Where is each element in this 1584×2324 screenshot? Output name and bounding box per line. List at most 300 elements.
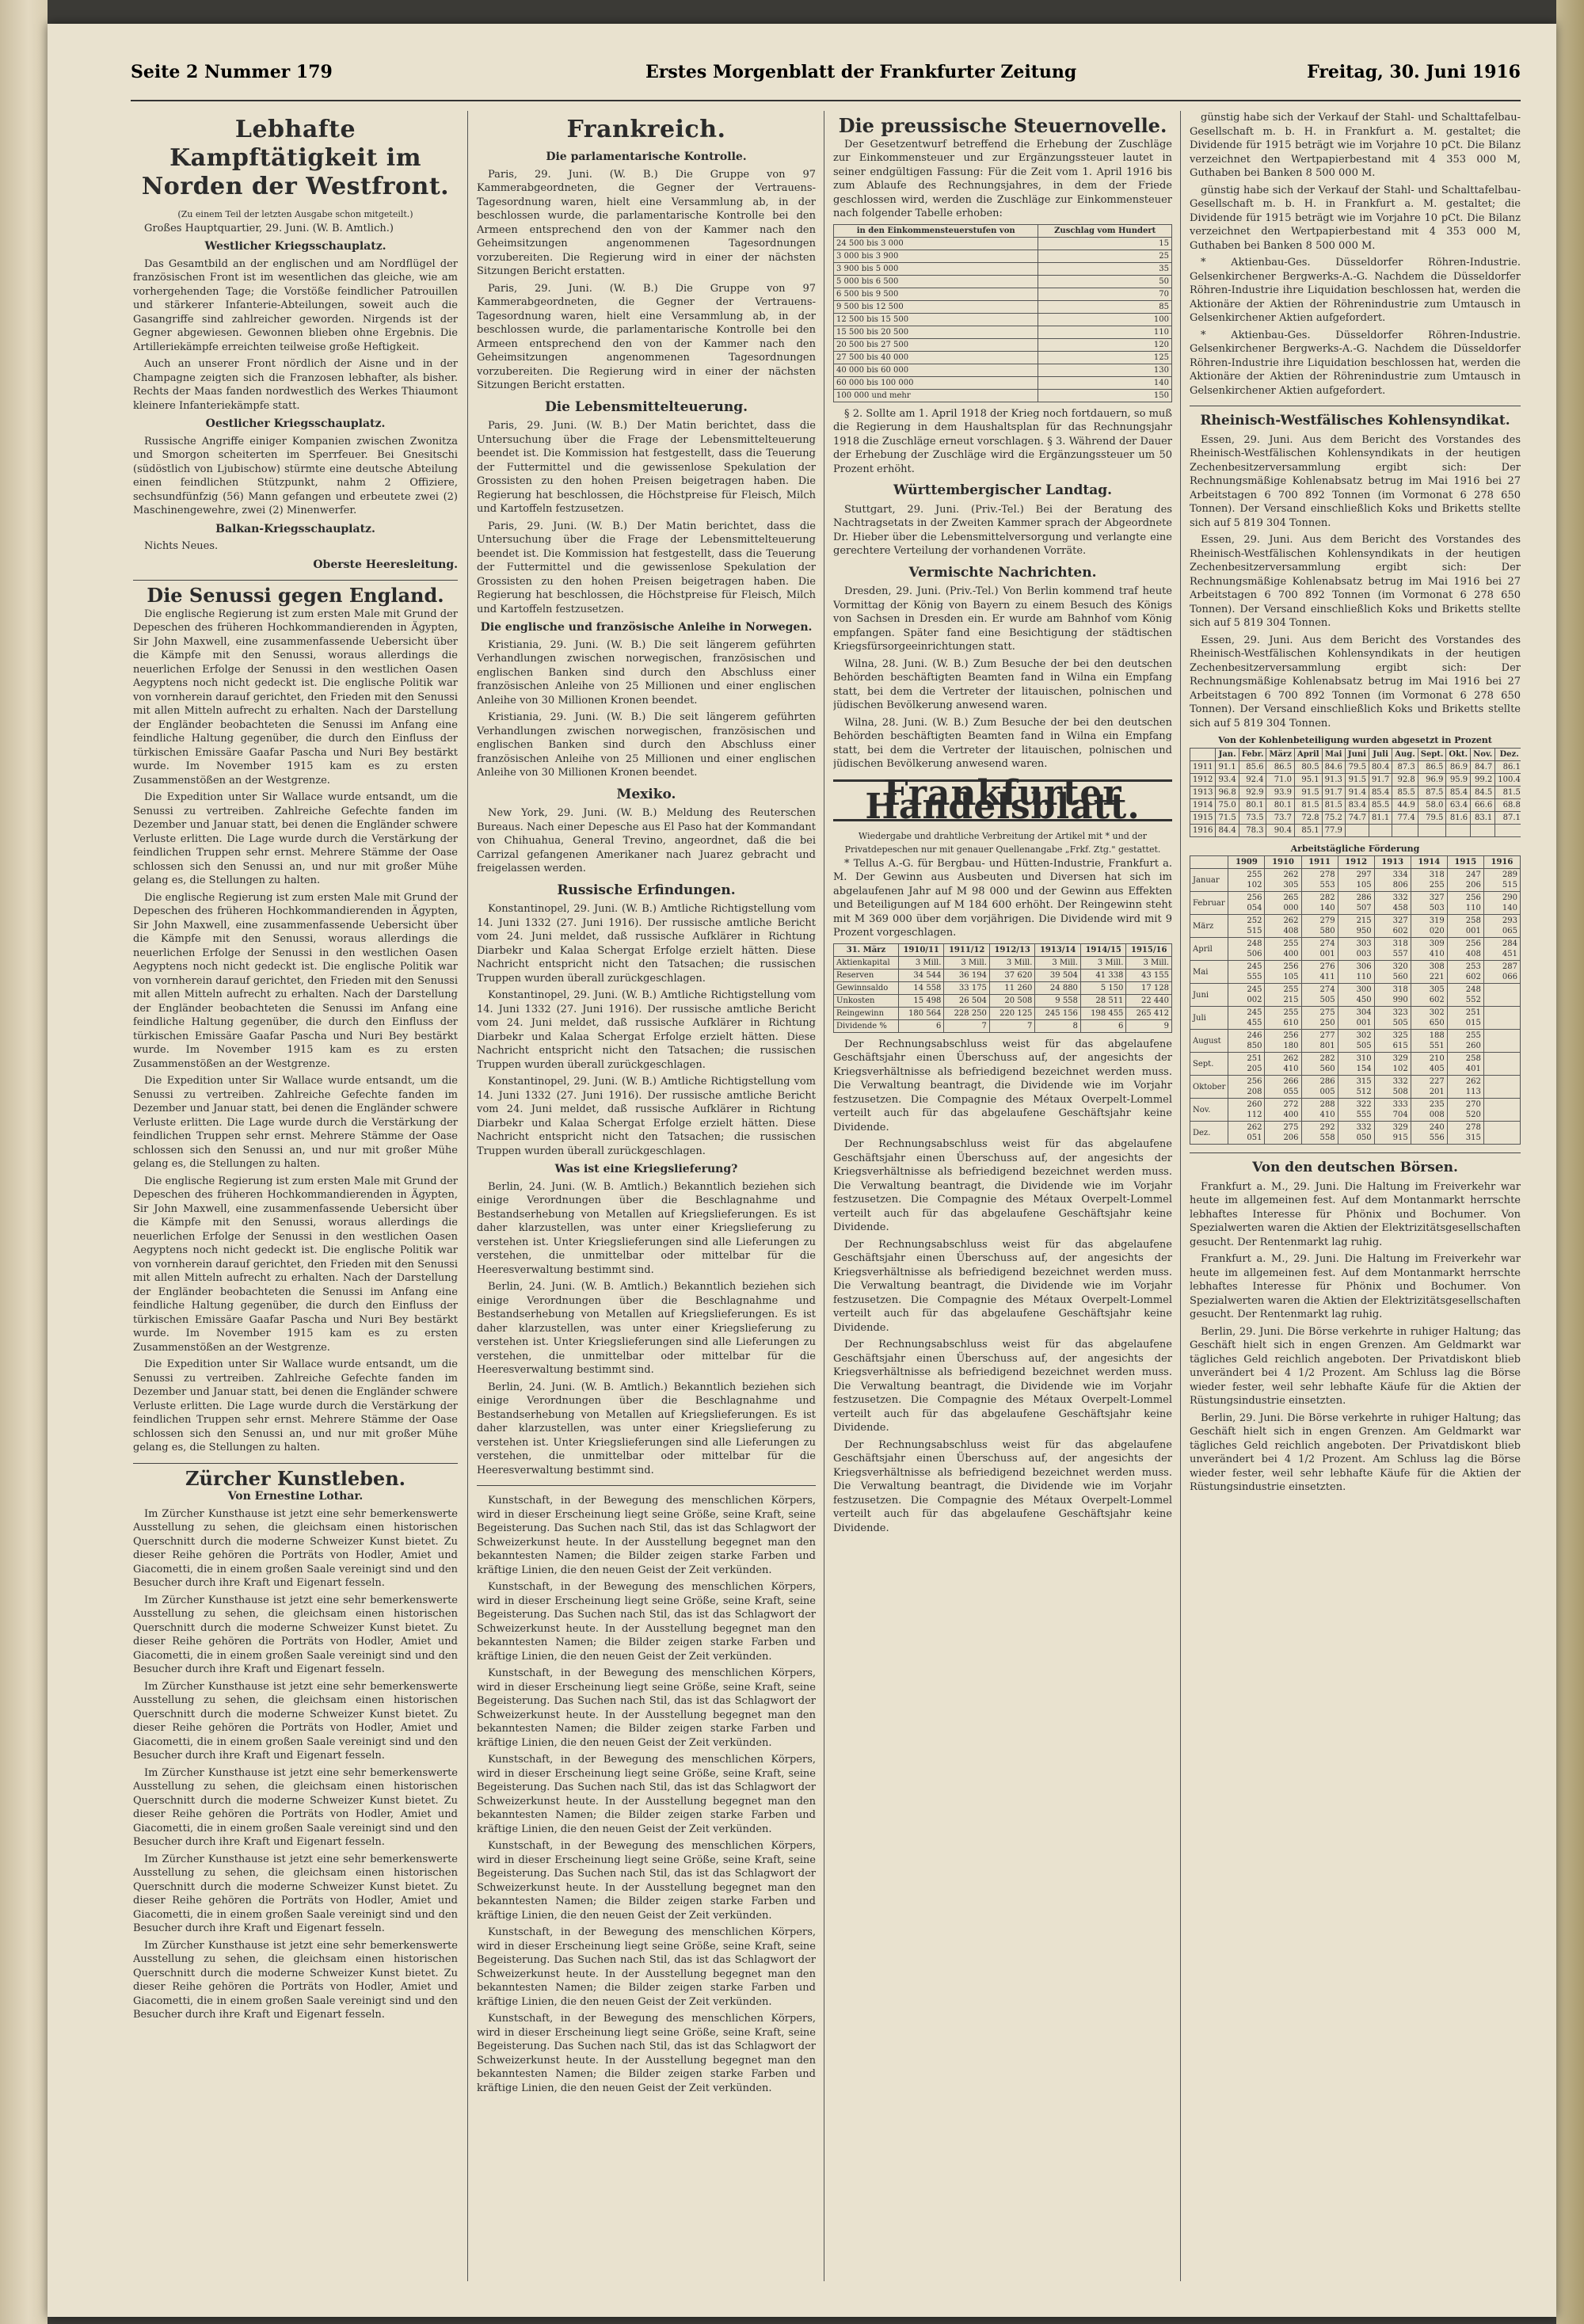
paragraph: Kunstschaft, in der Bewegung des menschlichen Körpers, wird in dieser Erscheinung liegt seine Größe, seine Kraft, seine Begeisterung. Das Suchen nach Stil, das ist das Schlagwort der Schweizerkunst heute. In der Ausstellung begegnet man den bekanntesten Namen; die Bilder zeigen starke Farben und kräftige Linien, die den neuen Geist der Zeit verkünden. [477,1926,816,2008]
production-head: 1916 [1483,856,1520,869]
table-cell: 300 450 [1338,984,1374,1007]
table-cell: 325 615 [1374,1030,1411,1053]
coal-head: April [1294,748,1322,760]
table-cell: 83.1 [1471,811,1495,824]
table-cell: 210 405 [1411,1053,1447,1076]
table-cell: 77.4 [1392,811,1418,824]
book-edge [1556,0,1584,2324]
table-cell: 258 401 [1447,1053,1483,1076]
table-cell: 228 250 [944,1007,990,1019]
table-cell: 110 [1038,326,1172,338]
table-cell: 248 506 [1228,938,1265,961]
paragraph: Im Zürcher Kunsthause ist jetzt eine sehr bemerkenswerte Ausstellung zu sehen, die gleichsam einen historischen Querschnitt durch die moderne Schweizer Kunst bietet. Zu dieser Reihe gehören die Porträts von Hodler, Amiet und Giacometti, die in einem großen Saale vereinigt sind und den Besucher durch ihre Kraft und Eigenart fesseln. [133,1680,458,1762]
table-cell: Dividende % [834,1019,899,1032]
paragraph: Kristiania, 29. Juni. (W. B.) Die seit längerem geführten Verhandlungen zwischen norwegischen, französischen und englischen Banken sind durch den Abschluss einer französischen Anleihe von 25 Millionen und einer englischen Anleihe von 30 Millionen Kronen beendet. [477,711,816,779]
tax-row [834,300,1172,313]
header-rule [131,100,1521,101]
table-cell: 100.4 [1495,773,1521,786]
table-cell: 20 508 [989,994,1035,1007]
table-cell: April [1190,938,1228,961]
book-spine [0,0,48,2324]
table-cell: 198 455 [1080,1007,1126,1019]
paragraph: Die Expedition unter Sir Wallace wurde entsandt, um die Senussi zu vertreiben. Zahlreiche Gefechte fanden im Dezember und Januar statt, bei denen die Engländer schwere Verluste erlitten. Die Lage wurde durch die Verstärkung der feindlichen Truppen sehr ernst. Mehrere Stämme der Oase schlossen sich den Senussi an, und nur mit großer Mühe gelang es, die Stellungen zu halten. [133,1075,458,1170]
table-cell: 36 194 [944,969,990,981]
paragraph: Nichts Neues. [144,540,219,552]
table-cell: 1912 [1190,773,1216,786]
coal-row [1190,786,1521,798]
table-cell: 320 560 [1374,961,1411,984]
table-cell: 33 175 [944,981,990,994]
table-cell: 9 500 bis 12 500 [834,300,1038,313]
table-cell [1418,824,1446,836]
table-cell: 24 500 bis 3 000 [834,237,1038,250]
table-cell [1483,1122,1520,1145]
paragraph: Die englische Regierung ist zum ersten Male mit Grund der Depeschen des früheren Hochkommandierenden in Ägypten, Sir John Maxwell, eine zusammenfassende Uebersicht über die Kämpfe mit den Senussi, woraus allerdings die neuerlichen Erfolge der Senussi in den westlichen Oasen Aegyptens noch nicht gedeckt ist. Die englische Politik war von vornherein darauf gerichtet, den Frieden mit den Senussi mit allen Mitteln aufrecht zu erhalten. Nach der Darstellung der Engländer beobachteten die Senussi im Anfang eine feindliche Haltung gegenüber, die durch den Einfluss der türkischen Emissäre Gaafar Pascha und Nuri Bey bestärkt wurde. Im November 1915 kam es zu ersten Zusammenstößen an der Westgrenze. [133,891,458,1070]
table-cell: 84.6 [1322,760,1345,773]
table-cell: 5 000 bis 6 500 [834,275,1038,288]
table-cell: 40 000 bis 60 000 [834,364,1038,376]
table-cell: 245 455 [1228,1007,1265,1030]
coal-head: Juni [1345,748,1369,760]
header-right: Freitag, 30. Juni 1916 [1307,62,1521,82]
table-cell: Dez. [1190,1122,1228,1145]
table-title: Arbeitstägliche Förderung [1290,843,1420,854]
table-cell: 297 105 [1338,869,1374,892]
table-cell: 274 001 [1301,938,1338,961]
table-cell [1483,1099,1520,1122]
table-cell: 83.4 [1345,798,1369,811]
table-cell: 262 408 [1265,915,1301,938]
table-cell: 41 338 [1080,969,1126,981]
table-cell: 251 015 [1447,1007,1483,1030]
table-cell: 96.9 [1418,773,1446,786]
table-cell: 85.5 [1392,786,1418,798]
table-cell: 78.3 [1239,824,1266,836]
balance-row [834,1019,1172,1032]
table-cell: 302 505 [1338,1030,1374,1053]
table-cell: 256 110 [1447,892,1483,915]
table-cell: 3 Mill. [1035,956,1081,969]
table-cell: 265 412 [1126,1007,1172,1019]
table-cell: 332 508 [1374,1076,1411,1099]
table-cell: 92.9 [1239,786,1266,798]
table-cell [1483,1030,1520,1053]
paragraph: Der Rechnungsabschluss weist für das abgelaufene Geschäftsjahr einen Überschuss auf, der angesichts der Kriegsverhältnisse als befriedigend bezeichnet werden muss. Die Verwaltung beantragt, die Dividende wie im Vorjahr festzusetzen. Die Compagnie des Métaux Overpelt-Lommel verteilt auch für das abgelaufene Geschäftsjahr keine Dividende. [833,1238,1172,1334]
paragraph: Berlin, 24. Juni. (W. B. Amtlich.) Bekanntlich beziehen sich einige Verordnungen über die Beschlagnahme und Bestandserhebung von Metallen auf Kriegslieferungen. Es ist daher klarzustellen, was unter einer Kriegslieferung zu verstehen ist. Unter Kriegslieferungen sind alle Lieferungen zu verstehen, die unmittelbar oder mittelbar für die Heeresverwaltung bestimmt sind. [477,1180,816,1276]
table-cell [1345,824,1369,836]
paragraph: Essen, 29. Juni. Aus dem Bericht des Vorstandes des Rheinisch-Westfälischen Kohlensyndikats in der heutigen Zechenbesitzerversammlung ergibt sich: Der Rechnungsmäßige Kohlenabsatz betrug im Mai 1916 bei 27 Arbeitstagen 6 700 892 Tonnen (im Vormonat 6 278 650 Tonnen). Der Versand einschließlich Koks und Briketts stellte sich auf 5 819 304 Tonnen. [1190,634,1521,730]
tax-table [833,224,1172,402]
paragraph: Paris, 29. Juni. (W. B.) Der Matin berichtet, dass die Untersuchung über die Frage der Lebensmittelteuerung beendet ist. Die Kommission hat festgestellt, dass die Teuerung der Futtermittel und die gewissenlose Spekulation der Grossisten zu den hohen Preisen beigetragen haben. Die Regierung hat beschlossen, die Höchstpreise für Fleisch, Milch und Kartoffeln festzusetzen. [477,520,816,615]
signature: Oberste Heeresleitung. [313,558,458,571]
table-cell: 3 Mill. [898,956,944,969]
coal-head: Aug. [1392,748,1418,760]
table-cell [1369,824,1392,836]
table-cell: 302 650 [1411,1007,1447,1030]
table-cell: 85.4 [1446,786,1471,798]
table-cell: 80.4 [1369,760,1392,773]
column-4 [1190,111,1521,2281]
table-cell: 90.4 [1266,824,1295,836]
paragraph: Kunstschaft, in der Bewegung des menschlichen Körpers, wird in dieser Erscheinung liegt seine Größe, seine Kraft, seine Begeisterung. Das Suchen nach Stil, das ist das Schlagwort der Schweizerkunst heute. In der Ausstellung begegnet man den bekanntesten Namen; die Bilder zeigen starke Farben und kräftige Linien, die den neuen Geist der Zeit verkünden. [477,1667,816,1749]
tax-row [834,275,1172,288]
table-cell: 255 215 [1265,984,1301,1007]
table-cell: Mai [1190,961,1228,984]
table-cell: 84.4 [1216,824,1239,836]
table-cell: 95.9 [1446,773,1471,786]
table-cell: Januar [1190,869,1228,892]
production-row [1190,892,1521,915]
column-rule-1 [467,111,468,2281]
table-cell: 266 055 [1265,1076,1301,1099]
table-cell: 81.5 [1294,798,1322,811]
separator [133,1463,458,1464]
paragraph: Kristiania, 29. Juni. (W. B.) Die seit längerem geführten Verhandlungen zwischen norwegischen, französischen und englischen Banken sind durch den Abschluss einer französischen Anleihe von 25 Millionen und einer englischen Anleihe von 30 Millionen Kronen beendet. [477,638,816,707]
tax-row [834,376,1172,389]
production-row [1190,984,1521,1007]
table-cell: Reserven [834,969,899,981]
production-row [1190,938,1521,961]
tax-row [834,288,1172,300]
balance-head: 1911/12 [944,943,990,956]
table-cell: 253 602 [1447,961,1483,984]
coal-row [1190,760,1521,773]
table-cell: 278 553 [1301,869,1338,892]
coal-head: Juli [1369,748,1392,760]
table-cell: 60 000 bis 100 000 [834,376,1038,389]
table-cell: 74.7 [1345,811,1369,824]
table-cell: 92.8 [1392,773,1418,786]
table-cell: 252 515 [1228,915,1265,938]
table-cell: 303 003 [1338,938,1374,961]
table-cell: 68.8 [1495,798,1521,811]
table-cell: 215 950 [1338,915,1374,938]
subhead-west: Westlicher Kriegsschauplatz. [204,240,386,253]
table-cell: 75.2 [1322,811,1345,824]
table-cell: 86.1 [1495,760,1521,773]
column-1 [133,111,458,2281]
tax-row [834,250,1172,262]
table-cell: 81.6 [1446,811,1471,824]
tax-row [834,262,1172,275]
dateline: Großes Hauptquartier, 29. Juni. (W. B. Amtlich.) [144,222,394,234]
table-cell: 96.8 [1216,786,1239,798]
table-cell [1483,1053,1520,1076]
table-cell: 262 113 [1447,1076,1483,1099]
table-cell: 293 065 [1483,915,1520,938]
paragraph: Das Gesamtbild an der englischen und am Nordflügel der französischen Front ist im wesentlichen das gleiche, wie am vorhergehenden Tage; die Vorstöße feindlicher Patrouillen und stärkerer Infanterie-Abteilungen, soweit auch die Gasangriffe sind zahlreicher geworden. Nirgends ist der Gegner abgewiesen. Gewonnen blieben ohne Ergebnis. Die Artilleriekämpfe erreichten teilweise große Heftigkeit. [133,257,458,353]
table-cell: 80.1 [1266,798,1295,811]
coal-head: März [1266,748,1295,760]
article-title-frankreich: Frankreich. [566,116,726,143]
table-cell: 322 555 [1338,1099,1374,1122]
production-head: 1912 [1338,856,1374,869]
paragraph: Kunstschaft, in der Bewegung des menschlichen Körpers, wird in dieser Erscheinung liegt seine Größe, seine Kraft, seine Begeisterung. Das Suchen nach Stil, das ist das Schlagwort der Schweizerkunst heute. In der Ausstellung begegnet man den bekanntesten Namen; die Bilder zeigen starke Farben und kräftige Linien, die den neuen Geist der Zeit verkünden. [477,1581,816,1663]
table-cell: 34 544 [898,969,944,981]
table-cell: 256 408 [1447,938,1483,961]
paragraph: Stuttgart, 29. Juni. (Priv.-Tel.) Bei der Beratung des Nachtragsetats in der Zweiten Kammer sprach der Abgeordnete Dr. Hieber über die Lebensmittelversorgung und verlangte eine gerechtere Verteilung der vorhandenen Vorräte. [833,503,1172,557]
table-cell: 248 552 [1447,984,1483,1007]
tax-head-1: in den Einkommensteuerstufen von [834,224,1038,237]
table-cell: 220 125 [989,1007,1035,1019]
tax-row [834,351,1172,364]
table-cell: 85.4 [1369,786,1392,798]
table-cell: 305 602 [1411,984,1447,1007]
tax-row [834,338,1172,351]
coal-head: Sept. [1418,748,1446,760]
balance-row [834,981,1172,994]
production-row [1190,1099,1521,1122]
table-cell: 11 260 [989,981,1035,994]
table-cell: 70 [1038,288,1172,300]
production-row [1190,915,1521,938]
coal-head: Febr. [1239,748,1266,760]
table-cell [1392,824,1418,836]
paragraph: * Aktienbau-Ges. Düsseldorfer Röhren-Industrie. Gelsenkirchener Bergwerks-A.-G. Nachdem die Düsseldorfer Röhren-Industrie ihre Liquidation beschlossen hat, werden die Aktionäre der Aktien der Röhrenindustrie zum Umtausch in Gelsenkirchener Aktien aufgefordert. [1190,329,1521,397]
handelsblatt-title: Frankfurter Handelsblatt. [833,779,1172,821]
table-cell: 25 [1038,250,1172,262]
table-cell: Oktober [1190,1076,1228,1099]
production-head: 1911 [1301,856,1338,869]
table-cell: 290 140 [1483,892,1520,915]
table-cell: 79.5 [1418,811,1446,824]
balance-head: 1914/15 [1080,943,1126,956]
paragraph: Kunstschaft, in der Bewegung des menschlichen Körpers, wird in dieser Erscheinung liegt seine Größe, seine Kraft, seine Begeisterung. Das Suchen nach Stil, das ist das Schlagwort der Schweizerkunst heute. In der Ausstellung begegnet man den bekanntesten Namen; die Bilder zeigen starke Farben und kräftige Linien, die den neuen Geist der Zeit verkünden. [477,1754,816,1835]
table-cell: 251 205 [1228,1053,1265,1076]
production-row [1190,1007,1521,1030]
column-rule-3 [1180,111,1181,2281]
table-cell: 255 102 [1228,869,1265,892]
table-cell: 284 451 [1483,938,1520,961]
table-cell: 270 520 [1447,1099,1483,1122]
table-cell: 26 504 [944,994,990,1007]
coal-head [1190,748,1216,760]
table-cell: 306 110 [1338,961,1374,984]
table-cell: 72.8 [1294,811,1322,824]
table-cell: 14 558 [898,981,944,994]
table-cell: 247 206 [1447,869,1483,892]
table-cell: 287 066 [1483,961,1520,984]
article-title-zuerich: Zürcher Kunstleben. [185,1466,406,1490]
paragraph: Berlin, 24. Juni. (W. B. Amtlich.) Bekanntlich beziehen sich einige Verordnungen über die Beschlagnahme und Bestandserhebung von Metallen auf Kriegslieferungen. Es ist daher klarzustellen, was unter einer Kriegslieferung zu verstehen ist. Unter Kriegslieferungen sind alle Lieferungen zu verstehen, die unmittelbar oder mittelbar für die Heeresverwaltung bestimmt sind. [477,1281,816,1376]
table-cell: 6 500 bis 9 500 [834,288,1038,300]
table-cell: Juni [1190,984,1228,1007]
tax-row [834,364,1172,376]
paragraph: * Aktienbau-Ges. Düsseldorfer Röhren-Industrie. Gelsenkirchener Bergwerks-A.-G. Nachdem die Düsseldorfer Röhren-Industrie ihre Liquidation beschlossen hat, werden die Aktionäre der Aktien der Röhrenindustrie zum Umtausch in Gelsenkirchener Aktien aufgefordert. [1190,257,1521,324]
table-cell: 85 [1038,300,1172,313]
table-cell: 6 [1080,1019,1126,1032]
table-cell: 50 [1038,275,1172,288]
paragraph: * Tellus A.-G. für Bergbau- und Hütten-Industrie, Frankfurt a. M. Der Gewinn aus Ausbeuten und Diversen hat sich im abgelaufenen Jahr auf M 98 000 und der Gewinn aus Effekten und Beteiligungen auf M 184 600 erhöht. Der Reingewinn steht mit M 369 000 über dem vorjährigen. Die Dividende wird mit 9 Prozent vorgeschlagen. [833,857,1172,939]
table-cell: 95.1 [1294,773,1322,786]
paragraph: Kunstschaft, in der Bewegung des menschlichen Körpers, wird in dieser Erscheinung liegt seine Größe, seine Kraft, seine Begeisterung. Das Suchen nach Stil, das ist das Schlagwort der Schweizerkunst heute. In der Ausstellung begegnet man den bekanntesten Namen; die Bilder zeigen starke Farben und kräftige Linien, die den neuen Geist der Zeit verkünden. [477,1495,816,1576]
article-note: (Zu einem Teil der letzten Ausgabe schon mitgeteilt.) [177,209,413,219]
production-row [1190,1122,1521,1145]
table-cell: 43 155 [1126,969,1172,981]
table-cell: 262 410 [1265,1053,1301,1076]
tax-row [834,326,1172,338]
subhead: Mexiko. [616,786,676,802]
table-cell: 17 128 [1126,981,1172,994]
production-head: 1914 [1411,856,1447,869]
table-cell: 86.9 [1446,760,1471,773]
table-cell: 7 [944,1019,990,1032]
table-cell: 246 850 [1228,1030,1265,1053]
separator [133,580,458,581]
table-cell: 73.7 [1266,811,1295,824]
separator [1190,1152,1521,1153]
table-cell: 99.2 [1471,773,1495,786]
table-cell: 77.9 [1322,824,1345,836]
table-cell: 333 704 [1374,1099,1411,1122]
table-cell: 91.1 [1216,760,1239,773]
table-cell: 288 410 [1301,1099,1338,1122]
paragraph: New York, 29. Juni. (W. B.) Meldung des Reuterschen Bureaus. Nach einer Depesche aus El Paso hat der Kommandant von Chihuahua, General Trevino, angeordnet, daß die bei Carrizal gefangenen Amerikaner nach Juarez gebracht und freigelassen werden. [477,807,816,874]
paragraph: Der Rechnungsabschluss weist für das abgelaufene Geschäftsjahr einen Überschuss auf, der angesichts der Kriegsverhältnisse als befriedigend bezeichnet werden muss. Die Verwaltung beantragt, die Dividende wie im Vorjahr festzusetzen. Die Compagnie des Métaux Overpelt-Lommel verteilt auch für das abgelaufene Geschäftsjahr keine Dividende. [833,1339,1172,1434]
table-cell: 66.6 [1471,798,1495,811]
tax-row [834,237,1172,250]
paragraph: günstig habe sich der Verkauf der Stahl- und Schalttafelbau-Gesellschaft m. b. H. in Frankfurt a. M. gestaltet; die Dividende für 1915 beträgt wie im Vorjahre 10 pCt. Die Bilanz verzeichnet den Wertpapierbestand mit 4 353 000 M, Guthaben bei Banken 8 500 000 M. [1190,184,1521,252]
table-cell: Gewinnsaldo [834,981,899,994]
subhead: Die parlamentarische Kontrolle. [546,150,747,163]
paragraph: Berlin, 29. Juni. Die Börse verkehrte in ruhiger Haltung; das Geschäft hielt sich in engen Grenzen. Am Geldmarkt war tägliches Geld reichlich angeboten. Der Privatdiskont blieb unverändert bei 4 1/2 Prozent. Am Schluss lag die Börse wieder fester, weil sehr lebhafte Käufe für die Aktien der Rüstungsindustrie einsetzten. [1190,1412,1521,1493]
table-cell: 235 008 [1411,1099,1447,1122]
production-row [1190,1030,1521,1053]
paragraph: Die Expedition unter Sir Wallace wurde entsandt, um die Senussi zu vertreiben. Zahlreiche Gefechte fanden im Dezember und Januar statt, bei denen die Engländer schwere Verluste erlitten. Die Lage wurde durch die Verstärkung der feindlichen Truppen sehr ernst. Mehrere Stämme der Oase schlossen sich den Senussi an, und nur mit großer Mühe gelang es, die Stellungen zu halten. [133,1358,458,1453]
paragraph: Frankfurt a. M., 29. Juni. Die Haltung im Freiverkehr war heute im allgemeinen fest. Auf dem Montanmarkt herrschte lebhaftes Interesse für Phönix und Bochumer. Von Spezialwerten waren die Aktien der Elektrizitätsgesellschaften gesucht. Der Rentenmarkt lag ruhig. [1190,1253,1521,1320]
author: Von Ernestine Lothar. [227,1490,364,1503]
tax-head-2: Zuschlag vom Hundert [1038,224,1172,237]
table-cell: 84.7 [1471,760,1495,773]
table-cell: 9 [1126,1019,1172,1032]
table-cell: 1914 [1190,798,1216,811]
balance-head: 1910/11 [898,943,944,956]
table-cell: 309 410 [1411,938,1447,961]
subhead: Württembergischer Landtag. [893,482,1113,498]
table-cell: 319 020 [1411,915,1447,938]
paragraph: Kunstschaft, in der Bewegung des menschlichen Körpers, wird in dieser Erscheinung liegt seine Größe, seine Kraft, seine Begeisterung. Das Suchen nach Stil, das ist das Schlagwort der Schweizerkunst heute. In der Ausstellung begegnet man den bekanntesten Namen; die Bilder zeigen starke Farben und kräftige Linien, die den neuen Geist der Zeit verkünden. [477,2013,816,2094]
table-cell: 289 515 [1483,869,1520,892]
table-cell [1495,824,1521,836]
coal-row [1190,824,1521,836]
paragraph: Der Gesetzentwurf betreffend die Erhebung der Zuschläge zur Einkommensteuer und zur Ergänzungssteuer lautet in seiner endgültigen Fassung: Für die Zeit vom 1. April 1916 bis zum Ablaufe des Rechnungsjahres, in dem der Friede geschlossen wird, werden die Zuschläge zur Einkommensteuer nach folgender Tabelle erhoben: [833,138,1172,219]
table-cell: 93.4 [1216,773,1239,786]
paragraph: günstig habe sich der Verkauf der Stahl- und Schalttafelbau-Gesellschaft m. b. H. in Frankfurt a. M. gestaltet; die Dividende für 1915 beträgt wie im Vorjahre 10 pCt. Die Bilanz verzeichnet den Wertpapierbestand mit 4 353 000 M, Guthaben bei Banken 8 500 000 M. [1190,112,1521,179]
table-cell: 1913 [1190,786,1216,798]
table-cell: 81.5 [1322,798,1345,811]
table-cell: 3 900 bis 5 000 [834,262,1038,275]
paragraph: Im Zürcher Kunsthause ist jetzt eine sehr bemerkenswerte Ausstellung zu sehen, die gleichsam einen historischen Querschnitt durch die moderne Schweizer Kunst bietet. Zu dieser Reihe gehören die Porträts von Hodler, Amiet und Giacometti, die in einem großen Saale vereinigt sind und den Besucher durch ihre Kraft und Eigenart fesseln. [133,1594,458,1675]
table-cell: 81.1 [1369,811,1392,824]
paragraph: Paris, 29. Juni. (W. B.) Die Gruppe von 97 Kammerabgeordneten, die Gegner der Vertrauens-Tagesordnung waren, hielt eine Versammlung ab, in der beschlossen wurde, die parlamentarische Kontrolle bei den Armeen entsprechend den von der Kammer nach den Geheimsitzungen angenommenen Tagesordnungen vorzubereiten. Die Regierung wird in einer der nächsten Sitzungen Bericht erstatten. [477,282,816,391]
header-left: Seite 2 Nummer 179 [131,62,333,82]
production-head: 1915 [1447,856,1483,869]
table-cell [1483,1007,1520,1030]
table-cell: 286 507 [1338,892,1374,915]
coal-percent-table [1190,748,1521,837]
table-cell: 327 602 [1374,915,1411,938]
table-cell: 286 005 [1301,1076,1338,1099]
paragraph: Der Rechnungsabschluss weist für das abgelaufene Geschäftsjahr einen Überschuss auf, der angesichts der Kriegsverhältnisse als befriedigend bezeichnet werden muss. Die Verwaltung beantragt, die Dividende wie im Vorjahr festzusetzen. Die Compagnie des Métaux Overpelt-Lommel verteilt auch für das abgelaufene Geschäftsjahr keine Dividende. [833,1038,1172,1133]
table-cell: März [1190,915,1228,938]
paragraph: Konstantinopel, 29. Juni. (W. B.) Amtliche Richtigstellung vom 14. Juni 1332 (27. Juni 1916). Der russische amtliche Bericht vom 24. Juni meldet, daß russische Aufklärer in Richtung Diarbekr und Kalaa Schergat Erfolge erzielt hätten. Diese Nachricht entspricht nicht den Tatsachen; die russischen Truppen wurden überall zurückgeschlagen. [477,989,816,1071]
table-cell: 100 000 und mehr [834,389,1038,402]
paragraph: Dresden, 29. Juni. (Priv.-Tel.) Von Berlin kommend traf heute Vormittag der König von Bayern zu einem Besuch des Königs von Sachsen in Dresden ein. Er wurde am Bahnhof vom König empfangen. Später fand eine Besichtigung der städtischen Kriegsfürsorgeeinrichtungen statt. [833,585,1172,653]
balance-row [834,969,1172,981]
table-cell: 140 [1038,376,1172,389]
paragraph: Paris, 29. Juni. (W. B.) Die Gruppe von 97 Kammerabgeordneten, die Gegner der Vertrauens-Tagesordnung waren, hielt eine Versammlung ab, in der beschlossen wurde, die parlamentarische Kontrolle bei den Armeen entsprechend den von der Kammer nach den Geheimsitzungen angenommenen Tagesordnungen vorzubereiten. Die Regierung wird in einer der nächsten Sitzungen Bericht erstatten. [477,168,816,277]
table-cell [1483,984,1520,1007]
production-head [1190,856,1228,869]
paragraph: Essen, 29. Juni. Aus dem Bericht des Vorstandes des Rheinisch-Westfälischen Kohlensyndikats in der heutigen Zechenbesitzerversammlung ergibt sich: Der Rechnungsmäßige Kohlenabsatz betrug im Mai 1916 bei 27 Arbeitstagen 6 700 892 Tonnen (im Vormonat 6 278 650 Tonnen). Der Versand einschließlich Koks und Briketts stellte sich auf 5 819 304 Tonnen. [1190,433,1521,529]
table-cell: 274 505 [1301,984,1338,1007]
table-cell: 63.4 [1446,798,1471,811]
table-cell: 327 503 [1411,892,1447,915]
paragraph: Berlin, 29. Juni. Die Börse verkehrte in ruhiger Haltung; das Geschäft hielt sich in engen Grenzen. Am Geldmarkt war tägliches Geld reichlich angeboten. Der Privatdiskont blieb unverändert bei 4 1/2 Prozent. Am Schluss lag die Börse wieder fester, weil sehr lebhafte Käufe für die Aktien der Rüstungsindustrie einsetzten. [1190,1325,1521,1407]
table-cell: 86.5 [1266,760,1295,773]
table-cell: 91.7 [1369,773,1392,786]
subhead: Vermischte Nachrichten. [908,564,1097,581]
paragraph: Berlin, 24. Juni. (W. B. Amtlich.) Bekanntlich beziehen sich einige Verordnungen über die Beschlagnahme und Bestandserhebung von Metallen auf Kriegslieferungen. Es ist daher klarzustellen, was unter einer Kriegslieferung zu verstehen ist. Unter Kriegslieferungen sind alle Lieferungen zu verstehen, die unmittelbar oder mittelbar für die Heeresverwaltung bestimmt sind. [477,1381,816,1476]
table-cell: 276 411 [1301,961,1338,984]
header-center: Erstes Morgenblatt der Frankfurter Zeitung [645,62,1077,82]
table-cell: 3 Mill. [944,956,990,969]
table-cell: 279 580 [1301,915,1338,938]
balance-row [834,1007,1172,1019]
table-cell: 245 156 [1035,1007,1081,1019]
paragraph: Die englische Regierung ist zum ersten Male mit Grund der Depeschen des früheren Hochkommandierenden in Ägypten, Sir John Maxwell, eine zusammenfassende Uebersicht über die Kämpfe mit den Senussi, woraus allerdings die neuerlichen Erfolge der Senussi in den westlichen Oasen Aegyptens noch nicht gedeckt ist. Die englische Politik war von vornherein darauf gerichtet, den Frieden mit den Senussi mit allen Mitteln aufrecht zu erhalten. Nach der Darstellung der Engländer beobachteten die Senussi im Anfang eine feindliche Haltung gegenüber, die durch den Einfluss der türkischen Emissäre Gaafar Pascha und Nuri Bey bestärkt wurde. Im November 1915 kam es zu ersten Zusammenstößen an der Westgrenze. [133,1175,458,1354]
column-2 [477,111,816,2281]
table-cell: 256 054 [1228,892,1265,915]
table-title: Von der Kohlenbeteiligung wurden abgesetzt in Prozent [1218,735,1492,745]
table-cell: 85.5 [1369,798,1392,811]
table-cell: Sept. [1190,1053,1228,1076]
paragraph: Russische Angriffe einiger Kompanien zwischen Zwonitza und Smorgon scheiterten im Sperrfeuer. Bei Gnesitschi (südöstlich von Ljubischow) stürmte eine deutsche Abteilung einen feindlichen Stützpunkt, nahm 2 Offiziere, sechsundfünfzig (56) Mann gefangen und erbeutete zwei (2) Maschinengewehre, zwei (2) Minenwerfer. [133,435,458,516]
paragraph: Wilna, 28. Juni. (W. B.) Zum Besuche der bei den deutschen Behörden beschäftigten Beamten fand in Wilna ein Empfang statt, bei dem die Vertreter der litauischen, polnischen und jüdischen Bevölkerung anwesend waren. [833,657,1172,711]
paragraph: Essen, 29. Juni. Aus dem Bericht des Vorstandes des Rheinisch-Westfälischen Kohlensyndikats in der heutigen Zechenbesitzerversammlung ergibt sich: Der Rechnungsmäßige Kohlenabsatz betrug im Mai 1916 bei 27 Arbeitstagen 6 700 892 Tonnen (im Vormonat 6 278 650 Tonnen). Der Versand einschließlich Koks und Briketts stellte sich auf 5 819 304 Tonnen. [1190,534,1521,629]
table-cell: 3 Mill. [989,956,1035,969]
table-cell: 85.1 [1294,824,1322,836]
table-cell: 15 [1038,237,1172,250]
balance-row [834,956,1172,969]
coal-head: Jan. [1216,748,1239,760]
table-cell: 91.5 [1294,786,1322,798]
paragraph: Die englische Regierung ist zum ersten Male mit Grund der Depeschen des früheren Hochkommandierenden in Ägypten, Sir John Maxwell, eine zusammenfassende Uebersicht über die Kämpfe mit den Senussi, woraus allerdings die neuerlichen Erfolge der Senussi in den westlichen Oasen Aegyptens noch nicht gedeckt ist. Die englische Politik war von vornherein darauf gerichtet, den Frieden mit den Senussi mit allen Mitteln aufrecht zu erhalten. Nach der Darstellung der Engländer beobachteten die Senussi im Anfang eine feindliche Haltung gegenüber, die durch den Einfluss der türkischen Emissäre Gaafar Pascha und Nuri Bey bestärkt wurde. Im November 1915 kam es zu ersten Zusammenstößen an der Westgrenze. [133,608,458,787]
table-cell: 255 610 [1265,1007,1301,1030]
balance-table [833,943,1172,1033]
table-cell: Juli [1190,1007,1228,1030]
table-cell: 304 001 [1338,1007,1374,1030]
subhead: Russische Erfindungen. [557,882,736,898]
article-title-steuernovelle: Die preussische Steuernovelle. [838,114,1167,137]
paragraph: Der Rechnungsabschluss weist für das abgelaufene Geschäftsjahr einen Überschuss auf, der angesichts der Kriegsverhältnisse als befriedigend bezeichnet werden muss. Die Verwaltung beantragt, die Dividende wie im Vorjahr festzusetzen. Die Compagnie des Métaux Overpelt-Lommel verteilt auch für das abgelaufene Geschäftsjahr keine Dividende. [833,1438,1172,1534]
table-cell: 15 498 [898,994,944,1007]
table-cell: 245 555 [1228,961,1265,984]
table-cell: 7 [989,1019,1035,1032]
table-cell: 8 [1035,1019,1081,1032]
table-cell: 275 250 [1301,1007,1338,1030]
table-cell: 275 206 [1265,1122,1301,1145]
paragraph: Im Zürcher Kunsthause ist jetzt eine sehr bemerkenswerte Ausstellung zu sehen, die gleichsam einen historischen Querschnitt durch die moderne Schweizer Kunst bietet. Zu dieser Reihe gehören die Porträts von Hodler, Amiet und Giacometti, die in einem großen Saale vereinigt sind und den Besucher durch ihre Kraft und Eigenart fesseln. [133,1766,458,1848]
paragraph: Im Zürcher Kunsthause ist jetzt eine sehr bemerkenswerte Ausstellung zu sehen, die gleichsam einen historischen Querschnitt durch die moderne Schweizer Kunst bietet. Zu dieser Reihe gehören die Porträts von Hodler, Amiet und Giacometti, die in einem großen Saale vereinigt sind und den Besucher durch ihre Kraft und Eigenart fesseln. [133,1939,458,2021]
table-cell: 39 504 [1035,969,1081,981]
table-cell: 87.1 [1495,811,1521,824]
balance-head: 1913/14 [1035,943,1081,956]
table-cell: 272 400 [1265,1099,1301,1122]
table-cell: 91.5 [1345,773,1369,786]
table-cell: 12 500 bis 15 500 [834,313,1038,326]
table-cell: 91.4 [1345,786,1369,798]
